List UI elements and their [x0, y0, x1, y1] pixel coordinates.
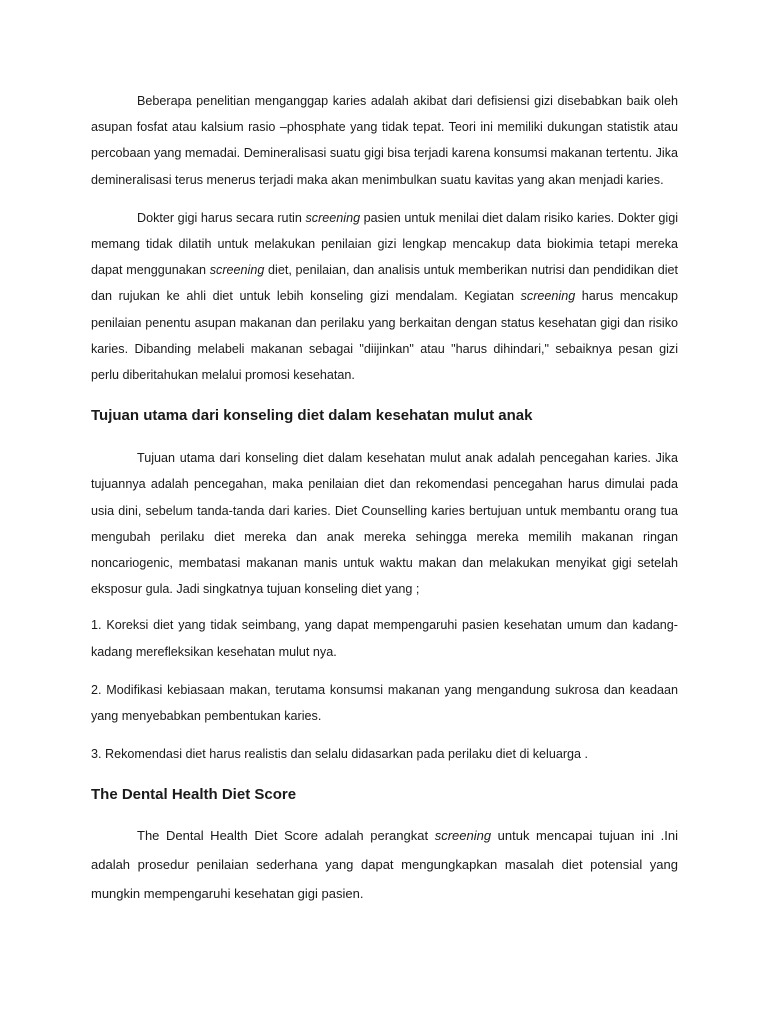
- heading-tujuan-konseling: Tujuan utama dari konseling diet dalam kesehatan mulut anak: [91, 407, 533, 425]
- text-run: untuk mencapai tujuan ini .Ini adalah prosedur penilaian sederhana yang dapat mengungkapkan masalah diet potensial yang mungkin mempengaruhi kesehatan gigi pasien.: [91, 828, 678, 902]
- emphasis-screening: screening: [520, 289, 576, 304]
- paragraph-dental-health-diet-score: [91, 821, 678, 908]
- emphasis-screening: screening: [305, 210, 361, 225]
- list-item: 2. Modifikasi kebiasaan makan, terutama konsumsi makanan yang mengandung sukrosa dan keadaan yang menyebabkan pembentukan karies.: [91, 682, 678, 724]
- paragraph-dokter-gigi-screening: [91, 205, 678, 388]
- text-run: pasien untuk menilai diet dalam risiko karies. Dokter gigi memang tidak dilatih untuk melakukan penilaian gizi lengkap mencakup data biokimia tetapi mereka dapat menggunakan: [91, 210, 679, 278]
- text-run: diet, penilaian, dan analisis untuk memberikan nutrisi dan pendidikan diet dan rujukan ke ahli diet untuk lebih konseling gizi mendalam. Kegiatan: [91, 263, 679, 304]
- text-run: harus mencakup penilaian penentu asupan makanan dan perilaku yang berkaitan dengan status kesehatan gigi dan risiko karies. Dibanding melabeli makanan sebagai "diijinkan" atau "harus dihindari," sebaiknya pesan gizi perlu diberitahukan melalui promosi kesehatan.: [91, 289, 678, 383]
- emphasis-screening: screening: [434, 828, 492, 844]
- list-item: 1. Koreksi diet yang tidak seimbang, yang dapat mempengaruhi pasien kesehatan umum dan kadang-kadang merefleksikan kesehatan mulut nya.: [91, 618, 678, 659]
- text-run: The Dental Health Diet Score adalah perangkat: [137, 828, 435, 844]
- list-item: 3. Rekomendasi diet harus realistis dan selalu didasarkan pada perilaku diet di keluarga .: [91, 747, 589, 762]
- text-run: Dokter gigi harus secara rutin: [137, 210, 306, 225]
- heading-dental-health-diet-score: The Dental Health Diet Score: [91, 786, 297, 804]
- paragraph-tujuan-konseling: Tujuan utama dari konseling diet dalam kesehatan mulut anak adalah pencegahan karies. Jika tujuannya adalah pencegahan, maka penilaian diet dan rekomendasi pencegahan harus dimulai pada usia dini, sebelum tanda-tanda dari karies. Diet Counselling karies bertujuan untuk membantu orang tua mengubah perilaku diet mereka dan anak mereka sehingga mereka memilih makanan ringan noncariogenic, membatasi makanan manis untuk waktu makan dan melakukan menyikat gigi setelah eksposur gula. Jadi singkatnya tujuan konseling diet yang ;: [91, 451, 678, 597]
- emphasis-screening: screening: [209, 263, 265, 278]
- paragraph-karies-defisiensi: Beberapa penelitian menganggap karies adalah akibat dari defisiensi gizi disebabkan baik oleh asupan fosfat atau kalsium rasio –phosphate yang tidak tepat. Teori ini memiliki dukungan statistik atau percobaan yang memadai. Demineralisasi suatu gigi bisa terjadi karena konsumsi makanan tertentu. Jika demineralisasi terus menerus terjadi maka akan menimbulkan suatu kavitas yang akan menjadi karies.: [91, 94, 678, 187]
